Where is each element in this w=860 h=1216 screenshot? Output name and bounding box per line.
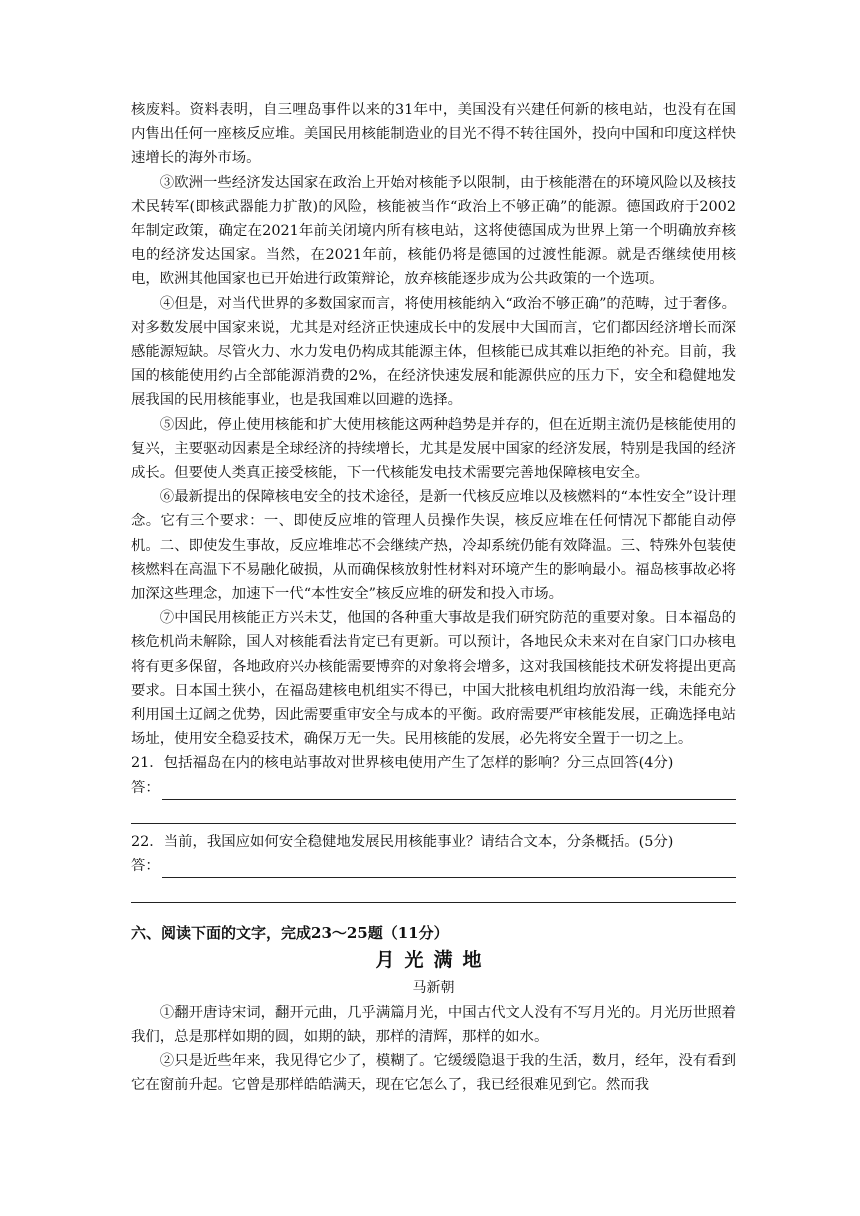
essay-title: 月光满地	[375, 948, 492, 971]
essay-paragraph-2: ②只是近些年来，我见得它少了，模糊了。它缓缓隐退于我的生活，数月，经年，没有看到它在窗前升起。它曾是那样皓皓满天，现在它怎么了，我已经很难见到它。然而我	[131, 1053, 736, 1094]
paragraph-6: ⑥最新提出的保障核电安全的技术途径，是新一代核反应堆以及核燃料的“本性安全”设计理念。它有三个要求：一、即使反应堆的管理人员操作失误，核反应堆在任何情况下都能自动停机。二、即使发生事故，反应堆堆芯不会继续产热，冷却系统仍能有效降温。三、特殊外包装使核燃料在高温下不易融化破损，从而确保核放射性材料对环境产生的影响最小。福岛核事故必将加深这些理念，加速下一代“本性安全”核反应堆的研发和投入市场。	[131, 489, 736, 603]
paragraph-7: ⑦中国民用核能正方兴未艾，他国的各种重大事故是我们研究防范的重要对象。日本福岛的核危机尚未解除，国人对核能看法肯定已有更新。可以预计，各地民众未来对在自家门口办核电将有更多保留，各地政府兴办核能需要博弈的对象将会增多，这对我国核能技术研发将提出更高要求。日本国土狭小，在福岛建核电机组实不得已，中国大批核电机组均放沿海一线，未能充分利用国土辽阔之优势，因此需要重审安全与成本的平衡。政府需要严审核能发展，正确选择电站场址，使用安全稳妥技术，确保万无一失。民用核能的发展，必先将安全置于一切之上。	[131, 610, 736, 748]
answer-rule	[162, 860, 736, 878]
answer-21-line[interactable]	[131, 776, 736, 800]
answer-rule	[162, 782, 736, 800]
essay-author: 马新朝	[412, 979, 455, 996]
paragraph-4: ④但是，对当代世界的多数国家而言，将使用核能纳入“政治不够正确”的范畴，过于奢侈。对多数发展中国家来说，尤其是对经济正快速成长中的发展中大国而言，它们都因经济增长而深感能源短缺。尽管火力、水力发电仍构成其能源主体，但核能已成其难以拒绝的补充。目前，我国的核能使用约占全部能源消费的2%，在经济快速发展和能源供应的压力下，安全和稳健地发展我国的民用核能事业，也是我国难以回避的选择。	[131, 295, 736, 409]
paragraph-5: ⑤因此，停止使用核能和扩大使用核能这两种趋势是并存的，但在近期主流仍是核能使用的复兴，主要驱动因素是全球经济的持续增长，尤其是发展中国家的经济发展，特别是我国的经济成长。但要使人类真正接受核能，下一代核能发电技术需要完善地保障核电安全。	[131, 416, 736, 482]
answer-21-extra-line[interactable]	[131, 800, 736, 824]
answer-22-extra-line[interactable]	[131, 878, 736, 902]
essay-paragraph-1: ①翻开唐诗宋词，翻开元曲，几乎满篇月光，中国古代文人没有不写月光的。月光历世照着我们，总是那样如期的圆，如期的缺，那样的清辉，那样的如水。	[131, 1004, 736, 1046]
paragraph-3: ③欧洲一些经济发达国家在政治上开始对核能予以限制，由于核能潜在的环境风险以及核技术民转军(即核武器能力扩散)的风险，核能被当作“政治上不够正确”的能源。德国政府于2002年制定政策，确定在2021年前关闭境内所有核电站，这将使德国成为世界上第一个明确放弃核电的经济发达国家。当然，在2021年前，核能仍将是德国的过渡性能源。就是否继续使用核电，欧洲其他国家也已开始进行政策辩论，放弃核能逐步成为公共政策的一个选项。	[131, 174, 736, 288]
answer-label: 答：	[131, 779, 160, 796]
question-21: 21．包括福岛在内的核电站事故对世界核电使用产生了怎样的影响？分三点回答(4分)	[131, 755, 674, 772]
paragraph-intro: 核废料。资料表明，自三哩岛事件以来的31年中，美国没有兴建任何新的核电站，也没有在国内售出任何一座核反应堆。美国民用核能制造业的目光不得不转往国外，投向中国和印度这样快速增长的海外市场。	[131, 102, 736, 167]
document-page	[131, 98, 736, 1098]
question-22: 22．当前，我国应如何安全稳健地发展民用核能事业？请结合文本，分条概括。(5分)	[131, 834, 674, 851]
answer-label: 答：	[131, 858, 160, 875]
answer-22-line[interactable]	[131, 854, 736, 878]
section-heading: 六、阅读下面的文字，完成23～25题（11分）	[131, 923, 449, 942]
